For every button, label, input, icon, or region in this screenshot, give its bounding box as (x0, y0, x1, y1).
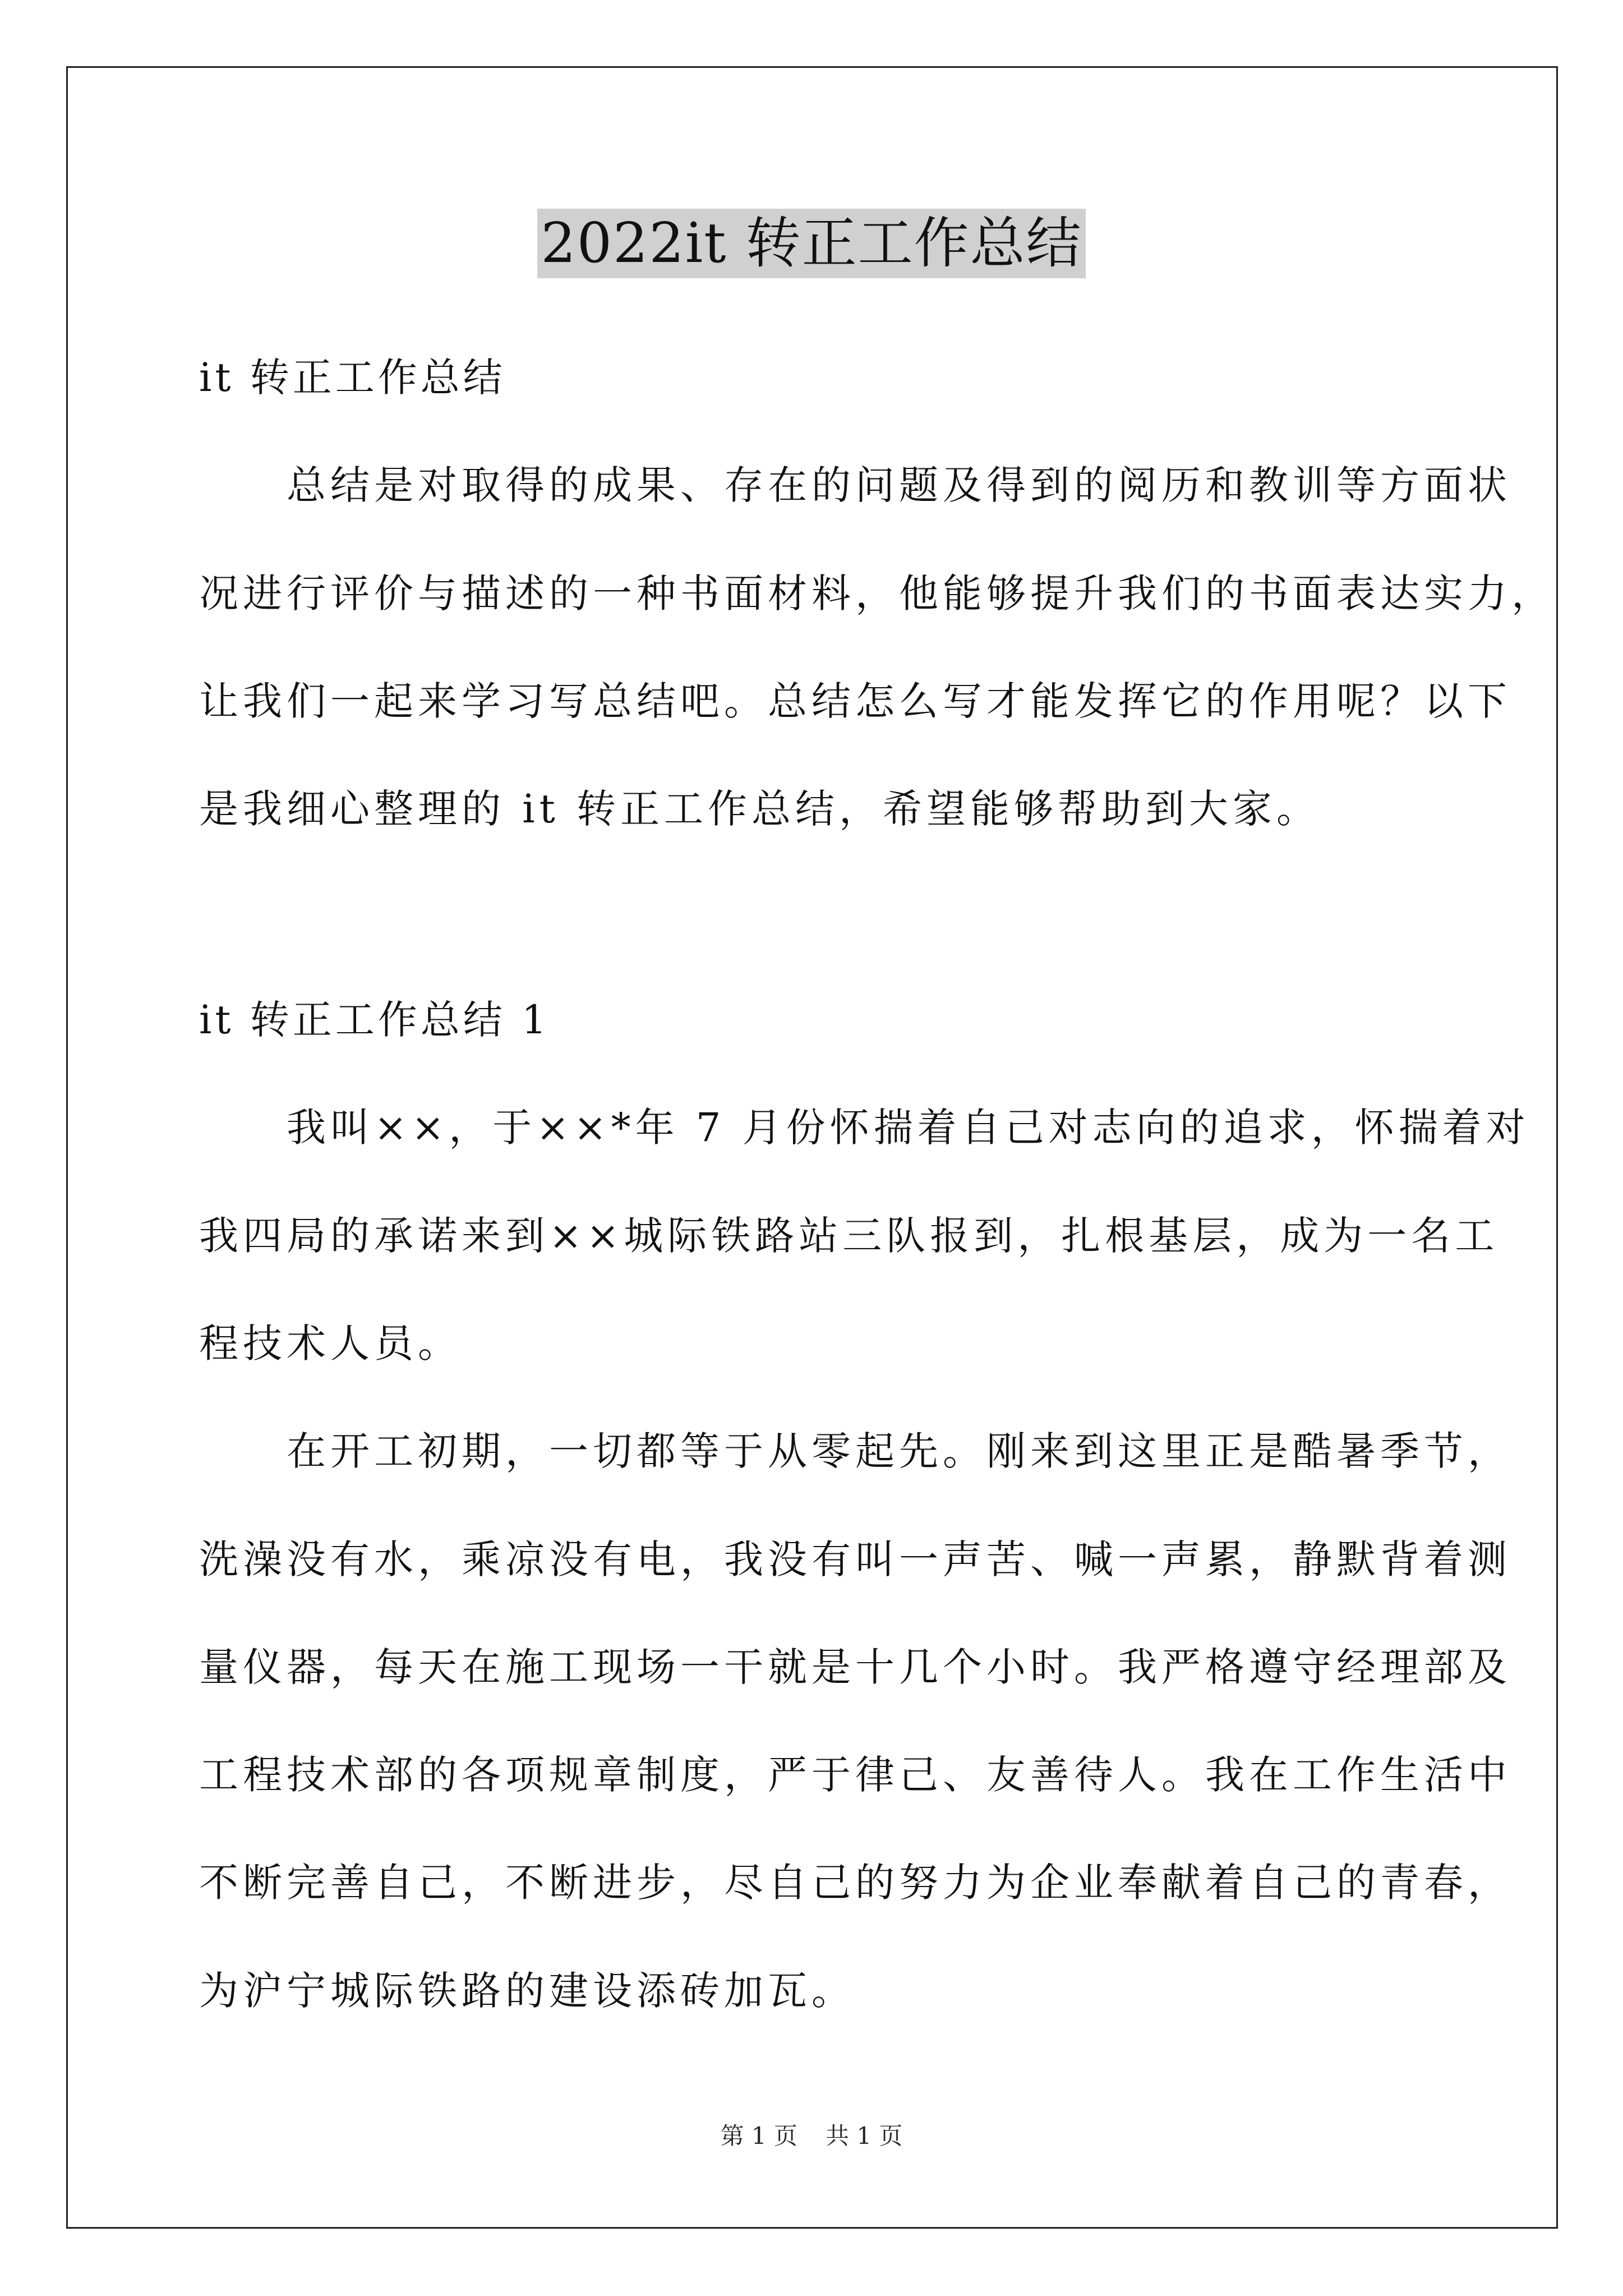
paragraph-line: 洗澡没有水，乘凉没有电，我没有叫一声苦、喊一声累，静默背着测 (199, 1536, 1511, 1582)
paragraph-line: 我四局的承诺来到××城际铁路站三队报到，扎根基层，成为一名工 (199, 1213, 1499, 1259)
paragraph-line: 我叫××，于××*年 7 月份怀揣着自己对志向的追求，怀揣着对 (199, 1105, 1530, 1151)
intro-line: 总结是对取得的成果、存在的问题及得到的阅历和教训等方面状 (199, 462, 1511, 508)
document-title: 2022it 转正工作总结 (537, 209, 1085, 278)
paragraph-line: 为沪宁城际铁路的建设添砖加瓦。 (199, 1968, 855, 2014)
paragraph-line: 工程技术部的各项规章制度，严于律己、友善待人。我在工作生活中 (199, 1752, 1511, 1798)
subtitle: it 转正工作总结 (199, 355, 506, 401)
intro-line: 况进行评价与描述的一种书面材料，他能够提升我们的书面表达实力， (199, 570, 1555, 616)
paragraph-line: 不断完善自己，不断进步，尽自己的努力为企业奉献着自己的青春， (199, 1860, 1511, 1906)
page-number: 第 1 页 (720, 2122, 797, 2150)
page-total: 共 1 页 (826, 2122, 903, 2150)
paragraph-line: 程技术人员。 (199, 1320, 462, 1366)
paragraph-line: 在开工初期，一切都等于从零起先。刚来到这里正是酷暑季节， (199, 1428, 1511, 1474)
paragraph-line: 量仪器，每天在施工现场一干就是十几个小时。我严格遵守经理部及 (199, 1644, 1511, 1690)
section-heading: it 转正工作总结 1 (199, 997, 550, 1043)
intro-line: 是我细心整理的 it 转正工作总结，希望能够帮助到大家。 (199, 786, 1321, 832)
page-footer (0, 2120, 1623, 2152)
title-container (0, 209, 1623, 278)
intro-line: 让我们一起来学习写总结吧。总结怎么写才能发挥它的作用呢？以下 (199, 678, 1511, 724)
